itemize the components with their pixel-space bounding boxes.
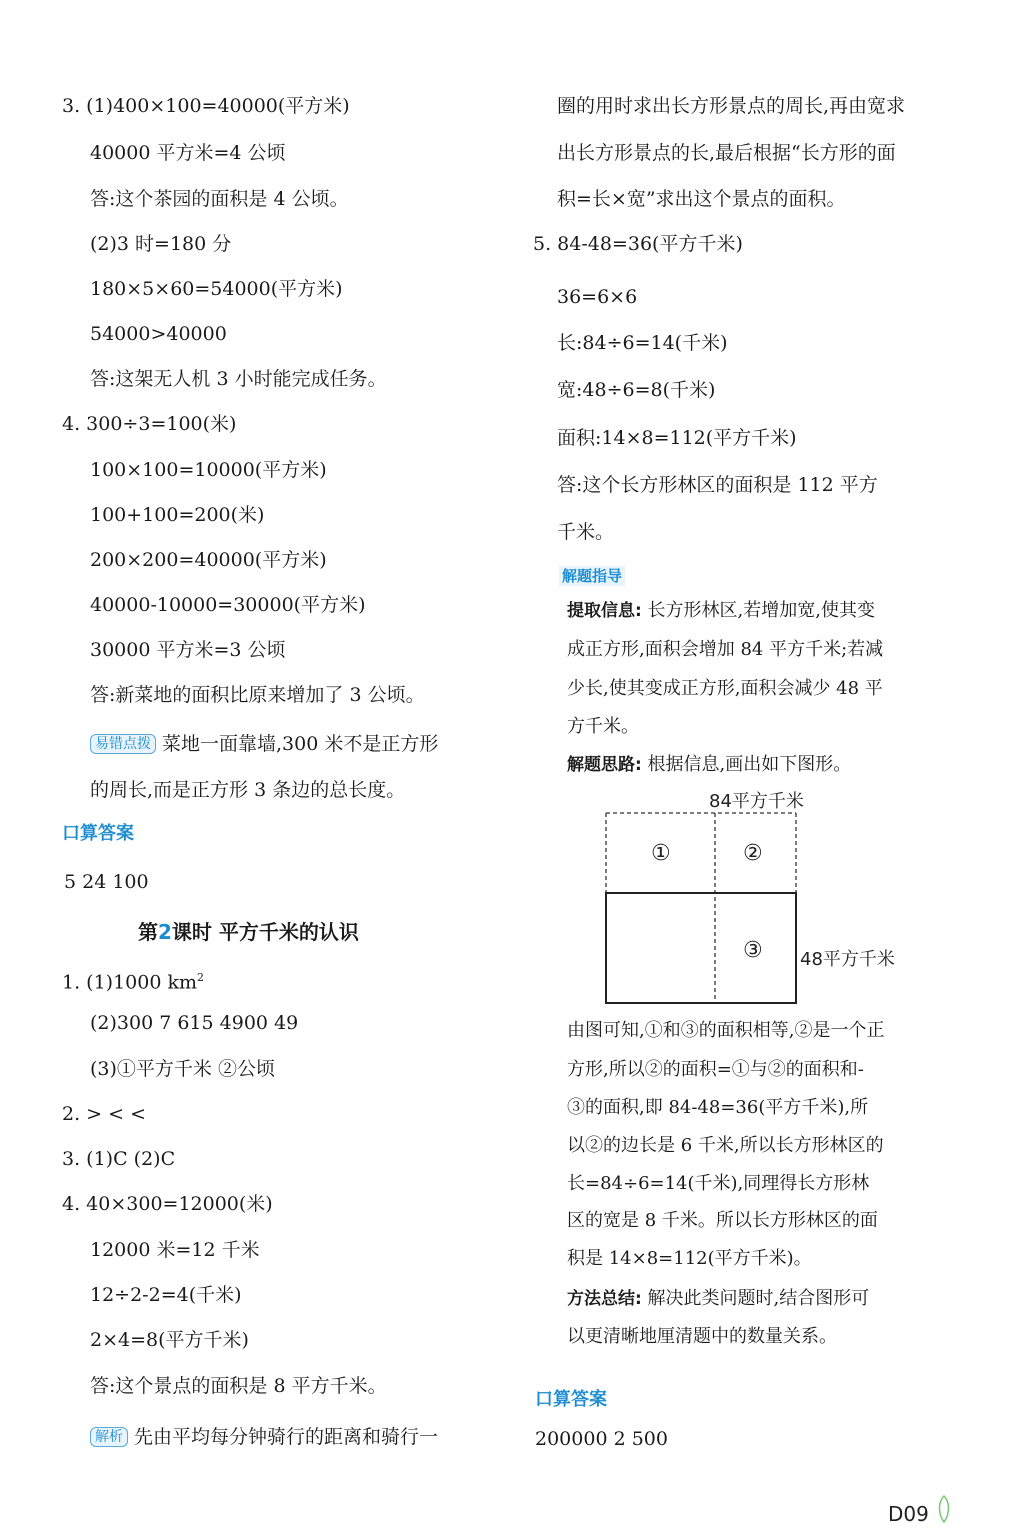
answer-line: 40000-10000=30000(平方米) <box>90 594 366 616</box>
answer-line: 12÷2-2=4(千米) <box>90 1284 242 1306</box>
guide-line <box>567 752 851 778</box>
guide-line: 以②的边长是 6 千米,所以长方形林区的 <box>567 1135 884 1156</box>
answer-line: 40000 平方米=4 公顷 <box>90 142 286 164</box>
region-2-label: ② <box>743 841 763 866</box>
answer-line: 54000>40000 <box>90 323 227 345</box>
forest-rectangle <box>606 893 796 1003</box>
answer-line: 面积:14×8=112(平方千米) <box>557 427 797 449</box>
error-tip-badge: 易错点拨 <box>90 734 156 754</box>
guide-line: 区的宽是 8 千米。所以长方形林区的面 <box>567 1210 878 1231</box>
answer-line: 答:新菜地的面积比原来增加了 3 公顷。 <box>90 684 425 706</box>
method-summary-text: 以更清晰地厘清题中的数量关系。 <box>567 1326 837 1347</box>
oral-answers: 5 24 100 <box>64 871 149 893</box>
answer-text: 1. (1)1000 km <box>62 971 198 994</box>
guide-text: 根据信息,画出如下图形。 <box>641 754 852 775</box>
answer-line: 4. 40×300=12000(米) <box>62 1193 273 1215</box>
error-tip <box>90 731 438 757</box>
answer-line: 千米。 <box>557 521 615 543</box>
analysis-tip <box>90 1424 438 1450</box>
guide-line: ③的面积,即 84-48=36(平方千米),所 <box>567 1097 869 1118</box>
answer-line: 180×5×60=54000(平方米) <box>90 278 343 300</box>
error-tip-text: 的周长,而是正方形 3 条边的总长度。 <box>90 779 406 801</box>
answer-line: 长:84÷6=14(千米) <box>557 332 728 354</box>
answer-line: 宽:48÷6=8(千米) <box>557 379 716 401</box>
answer-line <box>62 965 204 995</box>
answer-line: 30000 平方米=3 公顷 <box>90 639 286 661</box>
answer-line: 3. (1)C (2)C <box>62 1148 176 1170</box>
guide-line: 成正方形,面积会增加 84 平方千米;若减 <box>567 639 884 660</box>
answer-line: 3. (1)400×100=40000(平方米) <box>62 95 350 117</box>
answer-line: 出长方形景点的长,最后根据“长方形的面 <box>557 142 896 164</box>
lesson-prefix: 第 <box>138 920 158 944</box>
guide-line: 长=84÷6=14(千米),同理得长方形林 <box>567 1173 870 1194</box>
leaf-icon <box>934 1494 954 1524</box>
region-1-label: ① <box>651 841 671 866</box>
answer-line: 100+100=200(米) <box>90 504 265 526</box>
answer-line: 5. 84-48=36(平方千米) <box>533 233 743 255</box>
analysis-badge: 解析 <box>90 1427 128 1447</box>
analysis-text: 先由平均每分钟骑行的距离和骑行一 <box>134 1426 439 1448</box>
guide-line: 方形,所以②的面积=①与②的面积和- <box>567 1059 864 1080</box>
answer-line: 圈的用时求出长方形景点的周长,再由宽求 <box>557 95 906 117</box>
answer-line: (2)3 时=180 分 <box>90 233 232 255</box>
answer-line: 答:这个景点的面积是 8 平方千米。 <box>90 1375 387 1397</box>
answer-line: 12000 米=12 千米 <box>90 1239 260 1261</box>
lesson-title <box>138 916 359 945</box>
guide-line: 少长,使其变成正方形,面积会减少 48 平 <box>567 678 883 699</box>
oral-answers-title: 口算答案 <box>62 823 134 844</box>
answer-line: 200×200=40000(平方米) <box>90 549 327 571</box>
answer-line: 2. > < < <box>62 1103 147 1125</box>
answer-line: 36=6×6 <box>557 286 638 308</box>
method-summary <box>567 1286 869 1312</box>
side-area-label: 48平方千米 <box>800 949 895 970</box>
answer-line: 2×4=8(平方千米) <box>90 1329 249 1351</box>
answer-line: 答:这个长方形林区的面积是 112 平方 <box>557 474 878 496</box>
guide-text: 长方形林区,若增加宽,使其变 <box>641 600 875 621</box>
guide-label: 提取信息: <box>567 601 642 621</box>
answer-line: 答:这架无人机 3 小时能完成任务。 <box>90 368 387 390</box>
guide-line <box>567 598 875 624</box>
guide-line: 积是 14×8=112(平方千米)。 <box>567 1248 812 1269</box>
guide-line: 方千米。 <box>567 716 639 737</box>
method-text: 解决此类问题时,结合图形可 <box>641 1288 870 1309</box>
area-diagram <box>593 785 973 1015</box>
superscript: 2 <box>197 971 205 984</box>
answer-line: 100×100=10000(平方米) <box>90 459 327 481</box>
method-label: 方法总结: <box>567 1289 642 1309</box>
oral-answers-title: 口算答案 <box>535 1389 607 1410</box>
oral-answers: 200000 2 500 <box>535 1428 668 1450</box>
lesson-name: 课时 平方千米的认识 <box>171 920 359 944</box>
region-3-label: ③ <box>743 938 763 963</box>
page-number: D09 <box>888 1502 929 1526</box>
answer-line: (2)300 7 615 4900 49 <box>90 1012 299 1034</box>
top-area-label: 84平方千米 <box>709 791 804 812</box>
answer-line: 答:这个茶园的面积是 4 公顷。 <box>90 188 349 210</box>
answer-line: (3)①平方千米 ②公顷 <box>90 1058 275 1080</box>
guide-label: 解题思路: <box>567 755 642 775</box>
error-tip-text: 菜地一面靠墙,300 米不是正方形 <box>162 733 439 755</box>
guide-line: 由图可知,①和③的面积相等,②是一个正 <box>567 1020 885 1041</box>
lesson-number: 2 <box>158 920 172 944</box>
answer-line: 4. 300÷3=100(米) <box>62 413 237 435</box>
solution-guide-title: 解题指导 <box>559 566 625 586</box>
answer-line: 积=长×宽”求出这个景点的面积。 <box>557 188 846 210</box>
